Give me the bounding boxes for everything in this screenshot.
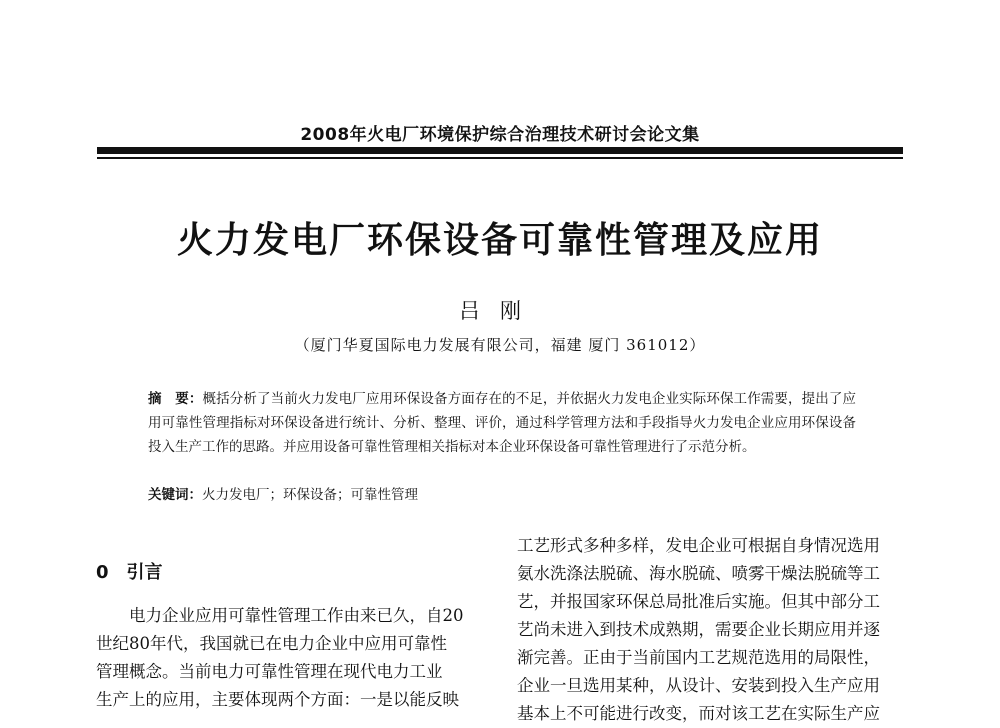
body-line: 基本上不可能进行改变，而对该工艺在实际生产应: [517, 704, 880, 723]
body-line: 工艺形式多种多样，发电企业可根据自身情况选用: [517, 536, 880, 555]
keywords: [148, 483, 856, 507]
body-line: 艺，并报国家环保总局批准后实施。但其中部分工: [517, 592, 880, 611]
section-heading: [96, 558, 163, 584]
author-affiliation: （厦门华夏国际电力发展有限公司，福建 厦门 361012）: [294, 336, 706, 354]
body-line: 艺尚未进入到技术成熟期，需要企业长期应用并逐: [517, 620, 880, 639]
keywords-text: 火力发电厂；环保设备；可靠性管理: [202, 487, 418, 503]
keywords-label: 关键词：: [148, 487, 202, 503]
section-number: 0: [96, 562, 109, 583]
body-line: 电力企业应用可靠性管理工作由来已久，自20: [96, 606, 464, 625]
body-line: 管理概念。当前电力可靠性管理在现代电力工业: [96, 662, 443, 681]
body-line: 企业一旦选用某种，从设计、安装到投入生产应用: [517, 676, 880, 695]
body-line: 氨水洗涤法脱硫、海水脱硫、喷雾干燥法脱硫等工: [517, 564, 880, 583]
abstract-label: 摘 要：: [148, 391, 203, 407]
abstract-text: 概括分析了当前火力发电厂应用环保设备方面存在的不足，并依据火力发电企业实际环保工作需要，提出了应用可靠性管理指标对环保设备进行统计、分析、整理、评价，通过科学管理方法和手段指导火力发电企业应用环保设备投入生产工作的思路。并应用设备可靠性管理相关指标对本企业环保设备可靠性管理进行了示范分析。: [148, 391, 857, 455]
section-title: 引言: [126, 562, 163, 583]
author-name: 吕刚: [459, 299, 541, 323]
running-head: 2008年火电厂环境保护综合治理技术研讨会论文集: [300, 125, 700, 145]
body-line: 生产上的应用，主要体现两个方面：一是以能反映: [96, 690, 459, 709]
abstract: [148, 387, 856, 459]
header-rule-thin: [97, 157, 903, 159]
header-rule-thick: [97, 147, 903, 154]
paper-title: 火力发电厂环保设备可靠性管理及应用: [176, 220, 823, 261]
body-line: 渐完善。正由于当前国内工艺规范选用的局限性，: [517, 648, 880, 667]
right-column-body: [517, 532, 907, 728]
left-column-body: [96, 602, 482, 714]
body-line: 世纪80年代，我国就已在电力企业中应用可靠性: [96, 634, 447, 653]
